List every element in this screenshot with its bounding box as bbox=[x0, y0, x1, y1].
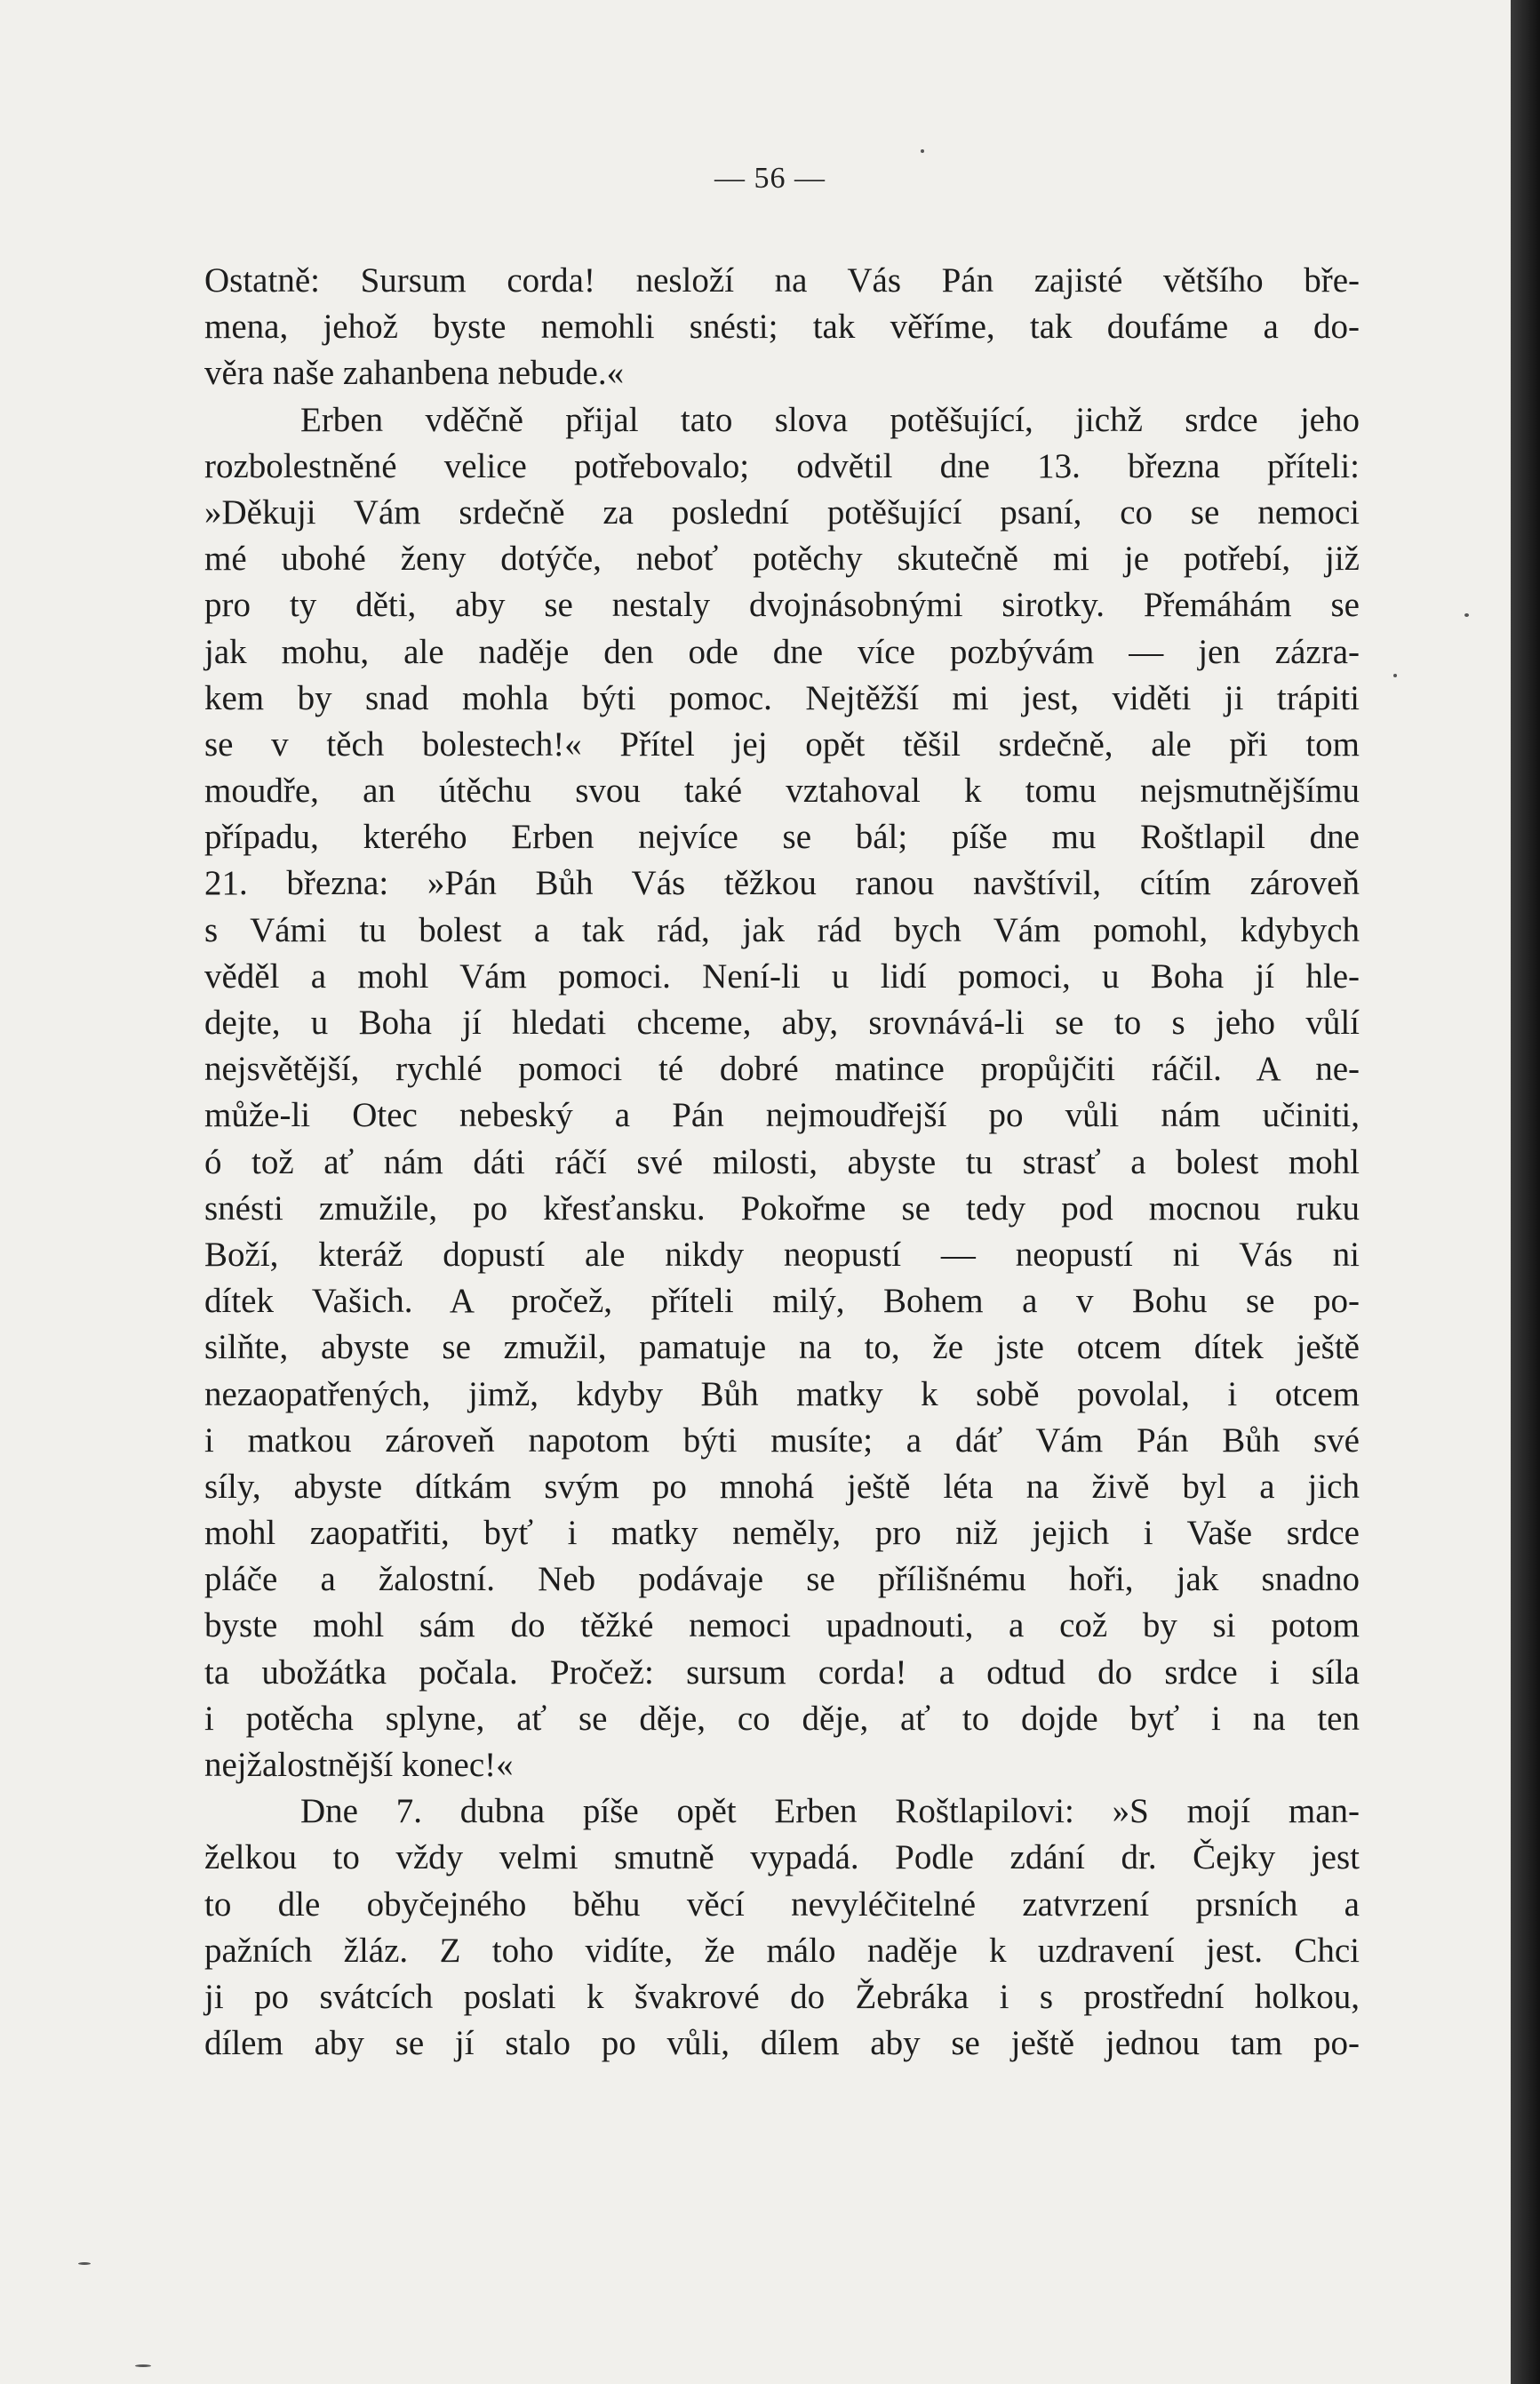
text-line: 21. března: »Pán Bůh Vás těžkou ranou navštívil, cítím zároveň bbox=[204, 864, 1360, 903]
text-line: želkou to vždy velmi smutně vypadá. Podle zdání dr. Čejky jest bbox=[204, 1838, 1360, 1877]
text-line: s Vámi tu bolest a tak rád, jak rád bych Vám pomohl, kdybych bbox=[204, 910, 1360, 949]
dust-speck bbox=[1393, 674, 1397, 677]
text-line: kem by snad mohla býti pomoc. Nejtěžší mi jest, viděti ji trápiti bbox=[204, 678, 1360, 717]
text-line: věra naše zahanbena nebude.« bbox=[204, 354, 625, 393]
text-line: věděl a mohl Vám pomoci. Není-li u lidí pomoci, u Boha jí hle- bbox=[204, 956, 1360, 996]
text-line: »Děkuji Vám srdečně za poslední potěšující psaní, co se nemoci bbox=[204, 492, 1360, 532]
text-line: Boží, kteráž dopustí ale nikdy neopustí — neopustí ni Vás ni bbox=[204, 1235, 1360, 1274]
page-edge-shadow bbox=[1511, 0, 1540, 2384]
page-number: — 56 — bbox=[714, 162, 826, 195]
text-line: nejsvětější, rychlé pomoci té dobré matince propůjčiti ráčil. A ne- bbox=[204, 1050, 1360, 1089]
text-line: nezaopatřených, jimž, kdyby Bůh matky k sobě povolal, i otcem bbox=[204, 1374, 1360, 1413]
text-line: ta ubožátka počala. Pročež: sursum corda! a odtud do srdce i síla bbox=[204, 1652, 1360, 1692]
text-line: dítek Vašich. A pročež, příteli milý, Bohem a v Bohu se po- bbox=[204, 1282, 1360, 1321]
text-line: síly, abyste dítkám svým po mnohá ještě léta na živě byl a jich bbox=[204, 1467, 1360, 1506]
text-line: snésti zmužile, po křesťansku. Pokořme se tedy pod mocnou ruku bbox=[204, 1188, 1360, 1228]
text-line: to dle obyčejného běhu věcí nevyléčitelné zatvrzení prsních a bbox=[204, 1884, 1360, 1924]
text-line: případu, kterého Erben nejvíce se bál; píše mu Roštlapil dne bbox=[204, 818, 1360, 857]
text-line: mé ubohé ženy dotýče, neboť potěchy skutečně mi je potřebí, již bbox=[204, 540, 1360, 579]
text-line: Ostatně: Sursum corda! nesloží na Vás Pán zajisté většího bře- bbox=[204, 261, 1360, 300]
dust-speck bbox=[921, 149, 924, 153]
text-line: mohl zaopatřiti, byť i matky neměly, pro niž jejich i Vaše srdce bbox=[204, 1514, 1360, 1553]
body-text bbox=[204, 258, 1360, 2067]
text-line: rozbolestněné velice potřebovalo; odvětil dne 13. března příteli: bbox=[204, 446, 1360, 485]
text-line: dílem aby se jí stalo po vůli, dílem aby se ještě jednou tam po- bbox=[204, 2024, 1360, 2063]
text-line: silňte, abyste se zmužil, pamatuje na to, že jste otcem dítek ještě bbox=[204, 1328, 1360, 1367]
text-line: nejžalostnější konec!« bbox=[204, 1746, 514, 1784]
text-line: může-li Otec nebeský a Pán nejmoudřejší po vůli nám učiniti, bbox=[204, 1096, 1360, 1135]
text-line: i potěcha splyne, ať se děje, co děje, ať to dojde byť i na ten bbox=[204, 1699, 1360, 1738]
text-line: ó tož ať nám dáti ráčí své milosti, abyste tu strasť a bolest mohl bbox=[204, 1142, 1360, 1181]
text-line: jak mohu, ale naděje den ode dne více pozbývám — jen zázra- bbox=[204, 632, 1360, 671]
text-line: i matkou zároveň napotom býti musíte; a dáť Vám Pán Bůh své bbox=[204, 1420, 1360, 1460]
text-line: pláče a žalostní. Neb podávaje se přílišnému hoři, jak snadno bbox=[204, 1560, 1360, 1599]
paragraph-start-line: Erben vděčně přijal tato slova potěšující, jichž srdce jeho bbox=[300, 400, 1360, 439]
paragraph-start-line: Dne 7. dubna píše opět Erben Roštlapilovi: »S mojí man- bbox=[300, 1792, 1360, 1831]
text-line: dejte, u Boha jí hledati chceme, aby, srovnává-li se to s jeho vůlí bbox=[204, 1004, 1360, 1042]
text-line: se v těch bolestech!« Přítel jej opět těšil srdečně, ale při tom bbox=[204, 724, 1360, 764]
text-line: moudře, an útěchu svou také vztahoval k tomu nejsmutnějšímu bbox=[204, 772, 1360, 811]
dust-speck bbox=[78, 2262, 91, 2265]
text-line: byste mohl sám do těžké nemoci upadnouti, a což by si potom bbox=[204, 1606, 1360, 1645]
dust-speck bbox=[1464, 613, 1469, 617]
text-line: mena, jehož byste nemohli snésti; tak věříme, tak doufáme a do- bbox=[204, 308, 1360, 347]
text-line: pažních žláz. Z toho vidíte, že málo naděje k uzdravení jest. Chci bbox=[204, 1931, 1360, 1970]
dust-speck bbox=[135, 2364, 151, 2367]
text-line: pro ty děti, aby se nestaly dvojnásobnými sirotky. Přemáhám se bbox=[204, 586, 1360, 625]
text-line: ji po svátcích poslati k švakrové do Žebráka i s prostřední holkou, bbox=[204, 1977, 1360, 2016]
